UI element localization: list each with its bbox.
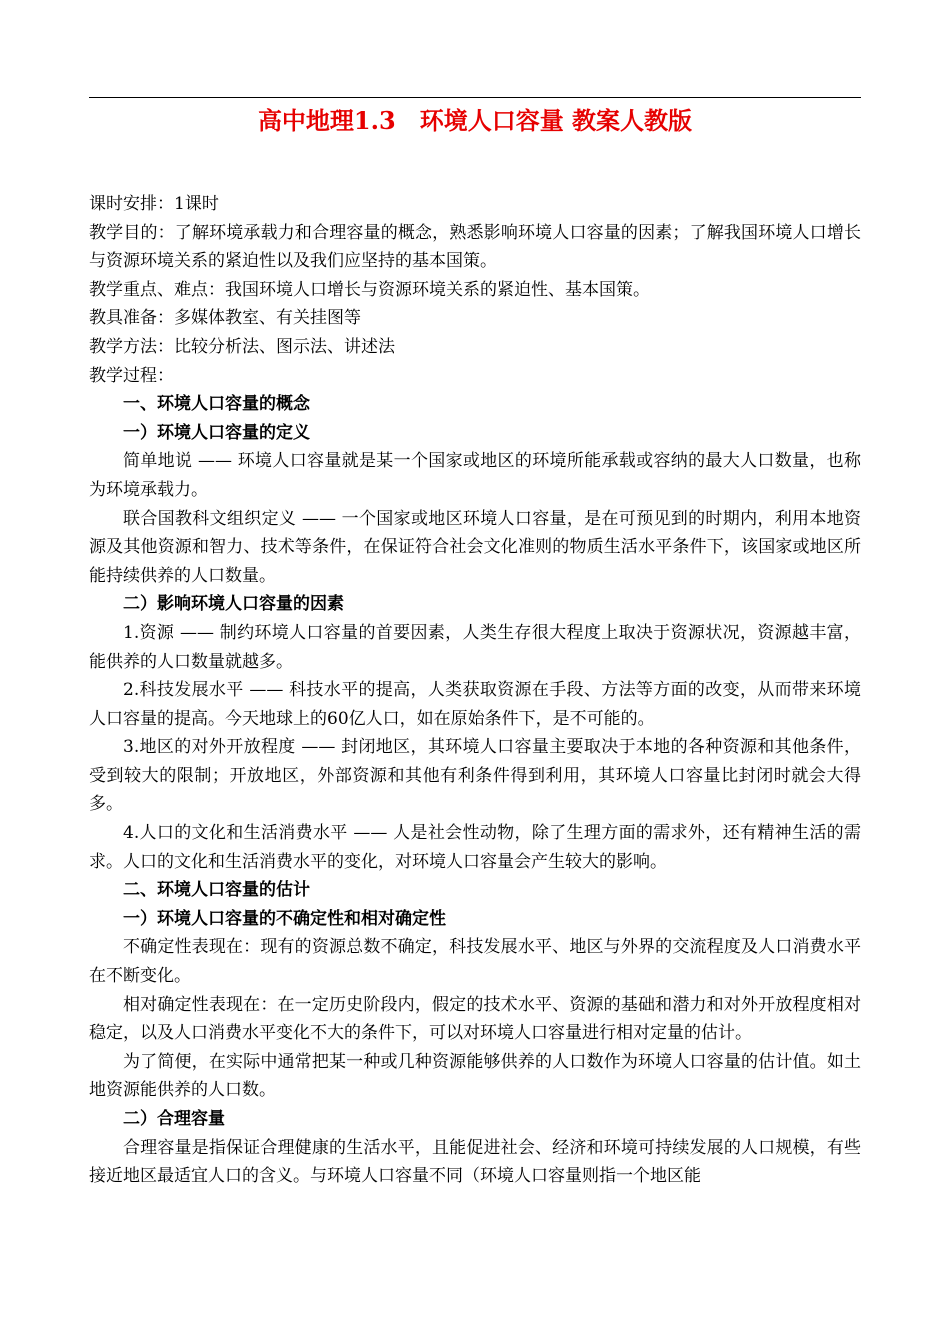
key-points: 教学重点、难点：我国环境人口增长与资源环境关系的紧迫性、基本国策。 [89, 279, 650, 300]
teaching-methods: 教学方法：比较分析法、图示法、讲述法 [89, 336, 395, 357]
section-heading-concept: 一、环境人口容量的概念 [123, 394, 310, 415]
subsection-heading-factors: 二）影响环境人口容量的因素 [123, 594, 344, 615]
subsection-heading-reasonable-capacity: 二）合理容量 [123, 1109, 225, 1129]
lesson-schedule: 课时安排：1课时 [89, 194, 219, 214]
paragraph-estimation-method: 为了简便，在实际中通常把某一种或几种资源能够供养的人口数作为环境人口容量的估计值。如土地资源能供养的人口数。 [89, 1051, 861, 1101]
factor-item-consumption: 4.人口的文化和生活消费水平 —— 人是社会性动物，除了生理方面的需求外，还有精神生活的需求。人口的文化和生活消费水平的变化，对环境人口容量会产生较大的影响。 [89, 823, 861, 872]
paragraph-unesco-definition: 联合国教科文组织定义 —— 一个国家或地区环境人口容量，是在可预见到的时期内，利用本地资源及其他资源和智力、技术等条件，在保证符合社会文化准则的物质生活水平条件下，该国家或地区所能持续供养的人口数量。 [89, 508, 861, 586]
paragraph-reasonable-capacity: 合理容量是指保证合理健康的生活水平，且能促进社会、经济和环境可持续发展的人口规模，有些接近地区最适宜人口的含义。与环境人口容量不同（环境人口容量则指一个地区能 [89, 1137, 861, 1187]
subsection-heading-uncertainty: 一）环境人口容量的不确定性和相对确定性 [123, 908, 446, 929]
subsection-heading-definition: 一）环境人口容量的定义 [123, 422, 310, 443]
factor-item-technology: 2.科技发展水平 —— 科技水平的提高，人类获取资源在手段、方法等方面的改变，从而带来环境人口容量的提高。今天地球上的60亿人口，如在原始条件下，是不可能的。 [89, 680, 861, 729]
paragraph-uncertainty: 不确定性表现在：现有的资源总数不确定，科技发展水平、地区与外界的交流程度及人口消费水平在不断变化。 [89, 937, 861, 987]
teaching-tools: 教具准备：多媒体教室、有关挂图等 [89, 308, 361, 329]
document-body [89, 190, 861, 1191]
teaching-process-label: 教学过程： [89, 365, 174, 386]
section-heading-estimation: 二、环境人口容量的估计 [123, 880, 310, 901]
factor-item-resources: 1.资源 —— 制约环境人口容量的首要因素，人类生存很大程度上取决于资源状况，资源越丰富，能供养的人口数量就越多。 [89, 622, 861, 672]
document-title: 高中地理1.3 环境人口容量 教案人教版 [257, 106, 693, 135]
paragraph-simple-definition: 简单地说 —— 环境人口容量就是某一个国家或地区的环境所能承载或容纳的最大人口数量，也称为环境承载力。 [89, 451, 861, 500]
teaching-objectives: 教学目的：了解环境承载力和合理容量的概念，熟悉影响环境人口容量的因素；了解我国环境人口增长与资源环境关系的紧迫性以及我们应坚持的基本国策。 [89, 222, 861, 272]
paragraph-relative-certainty: 相对确定性表现在：在一定历史阶段内，假定的技术水平、资源的基础和潜力和对外开放程度相对稳定，以及人口消费水平变化不大的条件下，可以对环境人口容量进行相对定量的估计。 [89, 994, 861, 1044]
factor-item-openness: 3.地区的对外开放程度 —— 封闭地区，其环境人口容量主要取决于本地的各种资源和其他条件，受到较大的限制；开放地区，外部资源和其他有利条件得到利用，其环境人口容量比封闭时就会大得多。 [89, 737, 861, 815]
header-rule [89, 97, 861, 98]
